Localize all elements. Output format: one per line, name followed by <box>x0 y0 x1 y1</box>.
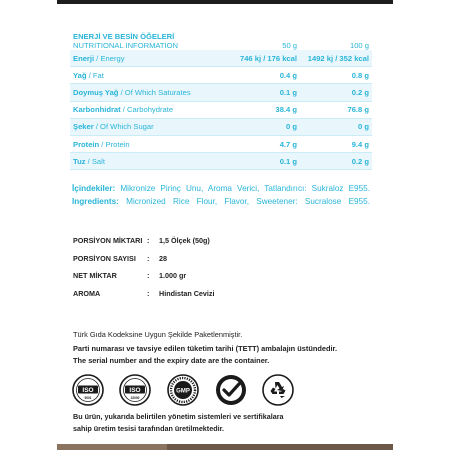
row-label-tr: Protein <box>73 139 100 149</box>
iso-22000-icon <box>119 374 151 406</box>
row-value-100g: 0.2 g <box>300 84 372 101</box>
lot-note-tr: Parti numarası ve tavsiye edilen tüketim tarihi (TETT) ambalajın üstündedir. <box>73 344 338 353</box>
row-value-100g: 76.8 g <box>300 101 372 118</box>
spec-value: Hindistan Cevizi <box>159 288 215 298</box>
row-value-50g: 0 g <box>220 118 300 135</box>
row-label-tr: Karbonhidrat <box>73 105 121 115</box>
spec-key: PORSİYON SAYISI <box>73 253 136 263</box>
row-value-100g: 0.8 g <box>300 67 372 84</box>
row-label-en: Energy <box>100 53 125 63</box>
certification-footer-line-2: sahip üretim tesisi tarafından üretilmektedir. <box>73 424 224 433</box>
row-value-50g: 38.4 g <box>220 101 300 118</box>
spec-key: NET MİKTAR <box>73 271 117 281</box>
column-header-100g: 100 g <box>349 41 369 50</box>
spec-value: 1,5 Ölçek (50g) <box>159 236 210 246</box>
ingredients-en-text: Micronized Rice Flour, Flavor, Sweetener: Sucralose E955. <box>126 197 370 206</box>
top-edge-bar <box>57 0 393 4</box>
badge-label: ISO <box>129 387 141 395</box>
nutrition-row-protein: Protein / Protein 4.7 g 9.4 g <box>70 135 372 152</box>
spec-value: 28 <box>159 253 167 263</box>
row-value-50g: 746 kj / 176 kcal <box>220 50 300 67</box>
ingredients-en-label: Ingredients: <box>72 197 119 206</box>
row-value-50g: 0.1 g <box>220 153 300 170</box>
bottom-edge-bar <box>57 444 393 450</box>
spec-key: AROMA <box>73 288 101 298</box>
nutrition-header-row-1 <box>70 32 372 41</box>
row-label-en: Protein <box>105 139 130 149</box>
product-spec-table <box>73 232 373 302</box>
ingredients-tr <box>72 184 370 193</box>
spec-row <box>73 250 373 268</box>
row-label-tr: Enerji <box>73 53 95 63</box>
row-value-100g: 9.4 g <box>300 135 372 152</box>
nutrition-title-tr: ENERJİ VE BESİN ÖĞELERİ <box>73 32 175 41</box>
row-value-100g: 0.2 g <box>300 153 372 170</box>
packaging-note: Türk Gıda Kodeksine Uygun Şekilde Paketlenmiştir. <box>73 330 243 339</box>
halal-certified-icon <box>215 374 247 406</box>
badge-sub: 9001 <box>84 396 92 400</box>
row-value-50g: 0.4 g <box>220 67 300 84</box>
row-label-tr: Şeker <box>73 122 94 132</box>
nutrition-table <box>70 32 372 170</box>
ingredients-en <box>72 197 370 206</box>
badge-sub: 22000 <box>130 396 140 400</box>
row-value-100g: 0 g <box>300 118 372 135</box>
row-label-en: Carbohydrate <box>127 105 174 115</box>
nutrition-row-fat: Yağ / Fat 0.4 g 0.8 g <box>70 67 372 84</box>
row-label-en: Of Which Saturates <box>124 87 191 97</box>
nutrition-row-carbohydrate: Karbonhidrat / Carbohydrate 38.4 g 76.8 g <box>70 101 372 118</box>
certification-footer-line-1: Bu ürün, yukarıda belirtilen yönetim sistemleri ve sertifikalara <box>73 412 284 421</box>
spec-value: 1.000 gr <box>159 271 187 281</box>
certification-badges <box>72 374 302 406</box>
nutrition-row-sugar: Şeker / Of Which Sugar 0 g 0 g <box>70 118 372 135</box>
spec-colon: : <box>147 253 150 263</box>
spec-row <box>73 267 373 285</box>
badge-label: ISO <box>82 387 94 395</box>
row-value-100g: 1492 kj / 352 kcal <box>300 50 372 67</box>
ingredients-tr-text: Mikronize Pirinç Unu, Aroma Verici, Tatlandırıcı: Sukraloz E955. <box>120 184 370 193</box>
spec-row <box>73 285 373 303</box>
gmp-icon <box>167 374 199 406</box>
spec-key: PORSİYON MİKTARI <box>73 236 143 246</box>
row-label-en: Fat <box>92 70 104 80</box>
spec-colon: : <box>147 236 150 246</box>
row-label-tr: Yağ <box>73 70 87 80</box>
row-label-tr: Tuz <box>73 156 86 166</box>
row-value-50g: 4.7 g <box>220 135 300 152</box>
ingredients-tr-label: İçindekiler: <box>72 184 116 193</box>
spec-colon: : <box>147 271 150 281</box>
badge-label: GMP <box>176 388 190 395</box>
row-value-50g: 0.1 g <box>220 84 300 101</box>
spec-colon: : <box>147 288 150 298</box>
column-header-50g: 50 g <box>282 41 297 50</box>
nutrition-header-row-2 <box>70 41 372 50</box>
recycle-icon <box>262 374 294 406</box>
row-label-en: Salt <box>91 156 105 166</box>
nutrition-row-salt: Tuz / Salt 0.1 g 0.2 g <box>70 153 372 170</box>
nutrition-row-saturates: Doymuş Yağ / Of Which Saturates 0.1 g 0.2 g <box>70 84 372 101</box>
row-label-en: Of Which Sugar <box>100 122 154 132</box>
iso-9001-icon <box>72 374 104 406</box>
nutrition-row-energy: Enerji / Energy 746 kj / 176 kcal 1492 kj / 352 kcal <box>70 50 372 67</box>
lot-note-en: The serial number and the expiry date are the container. <box>73 356 270 365</box>
nutrition-title-en: NUTRITIONAL INFORMATION <box>73 41 179 50</box>
row-label-tr: Doymuş Yağ <box>73 87 119 97</box>
spec-row <box>73 232 373 250</box>
